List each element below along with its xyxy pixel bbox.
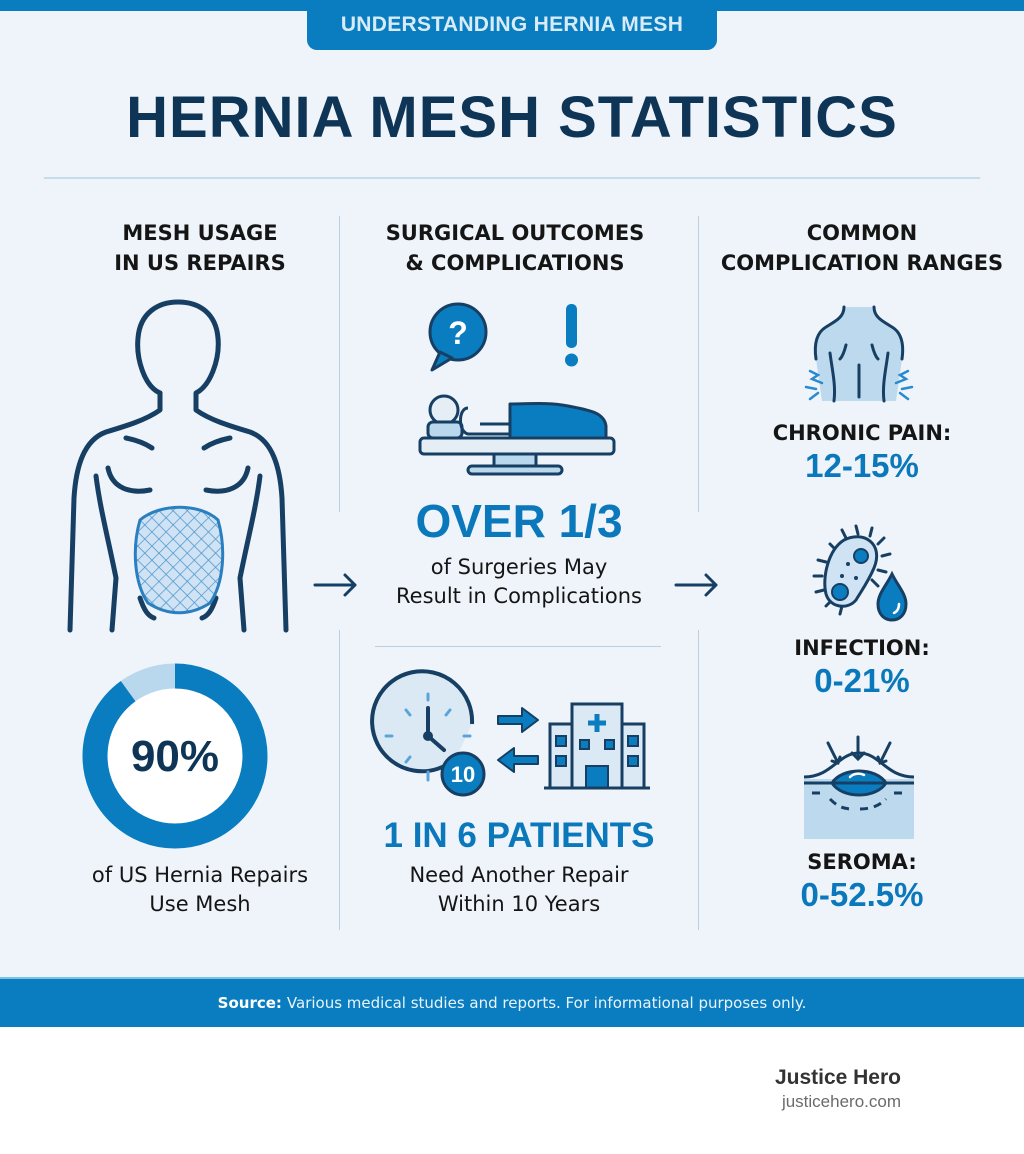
- heading-line: MESH USAGE: [122, 221, 278, 245]
- heading-line: COMPLICATION RANGES: [720, 251, 1004, 275]
- title-divider: [44, 177, 980, 179]
- column-divider: [698, 216, 699, 512]
- description-line: Need Another Repair: [409, 863, 629, 887]
- mesh-usage-heading: [40, 218, 360, 278]
- brand-name: Justice Hero: [774, 1066, 901, 1089]
- heading-line: IN US REPAIRS: [114, 251, 286, 275]
- seroma-fluid-icon: [802, 733, 916, 841]
- source-text: Various medical studies and reports. For informational purposes only.: [286, 994, 807, 1012]
- brand-url[interactable]: justicehero.com: [781, 1092, 901, 1111]
- source-label: Source:: [217, 994, 282, 1012]
- human-torso-with-mesh-icon: [60, 298, 300, 638]
- column-divider: [698, 630, 699, 930]
- complications-stat: OVER 1/3: [415, 495, 623, 547]
- brand-block: [775, 1066, 901, 1112]
- patient-on-table-icon: [418, 300, 618, 475]
- heading-line: COMMON: [806, 221, 918, 245]
- description-line: of US Hernia Repairs: [91, 863, 309, 887]
- surgical-outcomes-heading: [360, 218, 670, 278]
- bacteria-drop-icon: [806, 524, 916, 624]
- mesh-usage-description: [40, 861, 360, 919]
- description-line: Result in Complications: [396, 584, 642, 608]
- header-tab: UNDERSTANDING HERNIA MESH: [307, 0, 717, 50]
- chronic-pain-label: CHRONIC PAIN:: [772, 421, 952, 445]
- complication-ranges-heading: [700, 218, 1024, 278]
- description-line: Use Mesh: [149, 892, 251, 916]
- back-pain-icon: [804, 305, 914, 405]
- svg-text:?: ?: [448, 315, 468, 351]
- donut-value: 90%: [130, 732, 220, 781]
- page-title: HERNIA MESH STATISTICS: [126, 85, 898, 150]
- stat-separator: [375, 646, 661, 647]
- repeat-repair-stat: 1 IN 6 PATIENTS: [383, 816, 655, 855]
- repeat-repair-description: [340, 861, 698, 919]
- infection-label: INFECTION:: [794, 636, 930, 660]
- clock-hospital-icon: [376, 688, 666, 798]
- seroma-label: SEROMA:: [807, 850, 917, 874]
- chronic-pain-value: 12-15%: [805, 447, 919, 484]
- description-line: of Surgeries May: [430, 555, 608, 579]
- heading-line: & COMPLICATIONS: [405, 251, 625, 275]
- description-line: Within 10 Years: [437, 892, 601, 916]
- seroma-value: 0-52.5%: [800, 876, 924, 913]
- clock-badge: 10: [450, 762, 476, 787]
- source-footer: [0, 977, 1024, 1027]
- heading-line: SURGICAL OUTCOMES: [385, 221, 645, 245]
- complications-description: [340, 553, 698, 611]
- infection-value: 0-21%: [814, 662, 910, 699]
